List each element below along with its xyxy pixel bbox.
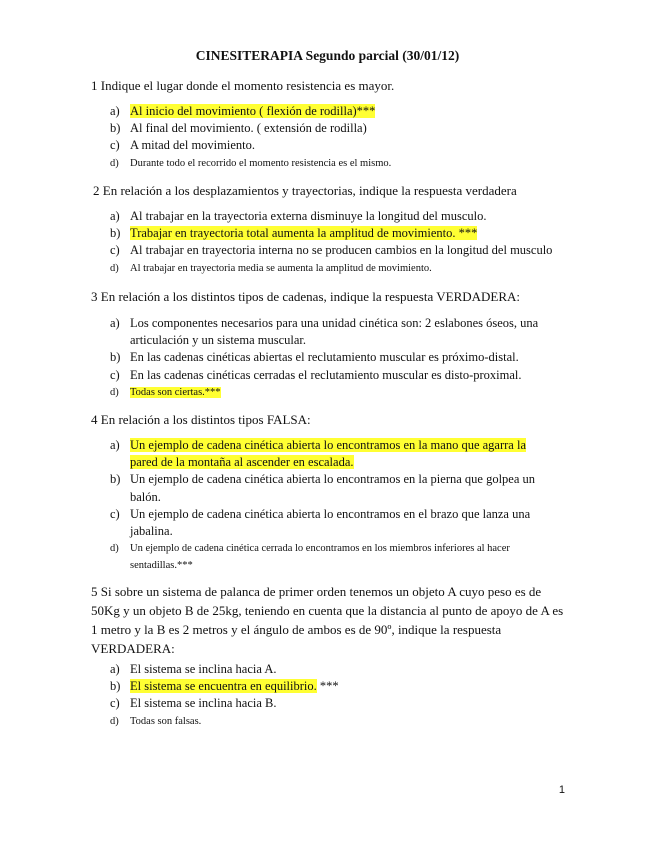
option-3c: c) En las cadenas cinéticas cerradas el reclutamiento muscular es disto-proximal. bbox=[110, 367, 522, 382]
option-5c: c) El sistema se inclina hacia B. bbox=[110, 696, 277, 711]
option-2b: b) Trabajar en trayectoria total aumenta la amplitud de movimiento. *** bbox=[110, 226, 478, 241]
option-5a: a) El sistema se inclina hacia A. bbox=[110, 662, 277, 676]
option-5b: b) El sistema se encuentra en equilibrio. *** bbox=[110, 679, 339, 694]
option-1b: b) Al final del movimiento. ( extensión de rodilla) bbox=[110, 121, 367, 136]
question-5: 5 Si sobre un sistema de palanca de primer orden tenemos un objeto A cuyo peso es de 50Kg y un objeto B de 25kg, teniendo en cuenta que la distancia al punto de apoyo de A es 1 metro y la B es 2 metros y el ángulo de ambos es de 90º, indique la respuesta VERDADERA: bbox=[91, 584, 564, 656]
option-2c: c) Al trabajar en trayectoria interna no se producen cambios en la longitud del musculo bbox=[110, 243, 553, 258]
question-4: 4 En relación a los distintos tipos FALSA: bbox=[91, 412, 311, 427]
question-1: 1 Indique el lugar donde el momento resistencia es mayor. bbox=[91, 78, 395, 93]
question-2: 2 En relación a los desplazamientos y trayectorias, indique la respuesta verdadera bbox=[93, 183, 517, 198]
option-4a: a) Un ejemplo de cadena cinética abierta lo encontramos en la mano que agarra la pared de la montaña al ascender en escalada. bbox=[110, 438, 526, 470]
question-1-options bbox=[110, 103, 580, 172]
option-1c: c) A mitad del movimiento. bbox=[110, 138, 255, 153]
question-2-options bbox=[110, 208, 580, 277]
option-3b: b) En las cadenas cinéticas abiertas el reclutamiento muscular es próximo-distal. bbox=[110, 350, 519, 365]
option-4b: b) Un ejemplo de cadena cinética abierta lo encontramos en la pierna que golpea un balón. bbox=[110, 472, 536, 504]
question-3-options bbox=[110, 315, 560, 401]
option-4c: c) Un ejemplo de cadena cinética abierta lo encontramos en el brazo que lanza una jabalina. bbox=[110, 506, 531, 539]
option-5d: d) Todas son falsas. bbox=[110, 715, 202, 727]
answer-highlight: Todas son ciertas.*** bbox=[130, 386, 221, 398]
page-number: 1 bbox=[558, 784, 565, 796]
option-3d: d) Todas son ciertas.*** bbox=[110, 386, 221, 398]
option-2a: a) Al trabajar en la trayectoria externa disminuye la longitud del musculo. bbox=[110, 209, 487, 223]
question-4-options bbox=[110, 437, 555, 575]
answer-highlight: Trabajar en trayectoria total aumenta la amplitud de movimiento. *** bbox=[130, 226, 478, 241]
option-1d: d) Durante todo el recorrido el momento resistencia es el mismo. bbox=[110, 157, 392, 169]
question-5-options bbox=[110, 661, 580, 730]
document-title: CINESITERAPIA Segundo parcial (30/01/12) bbox=[195, 48, 460, 63]
option-2d: d) Al trabajar en trayectoria media se aumenta la amplitud de movimiento. bbox=[110, 262, 432, 274]
answer-highlight: Al inicio del movimiento ( flexión de rodilla)*** bbox=[130, 104, 376, 118]
answer-highlight: El sistema se encuentra en equilibrio. bbox=[130, 679, 317, 694]
option-3a: a) Los componentes necesarios para una unidad cinética son: 2 eslabones óseos, una articulación y un sistema muscular. bbox=[110, 316, 539, 348]
answer-highlight: Un ejemplo de cadena cinética abierta lo encontramos en la mano que agarra la pared de la montaña al ascender en escalada. bbox=[130, 438, 526, 470]
option-4d: d) Un ejemplo de cadena cinética cerrada lo encontramos en los miembros inferiores al hacer sentadillas.*** bbox=[110, 543, 510, 572]
option-1a: a) Al inicio del movimiento ( flexión de rodilla)*** bbox=[110, 104, 376, 118]
question-3: 3 En relación a los distintos tipos de cadenas, indique la respuesta VERDADERA: bbox=[91, 289, 521, 304]
